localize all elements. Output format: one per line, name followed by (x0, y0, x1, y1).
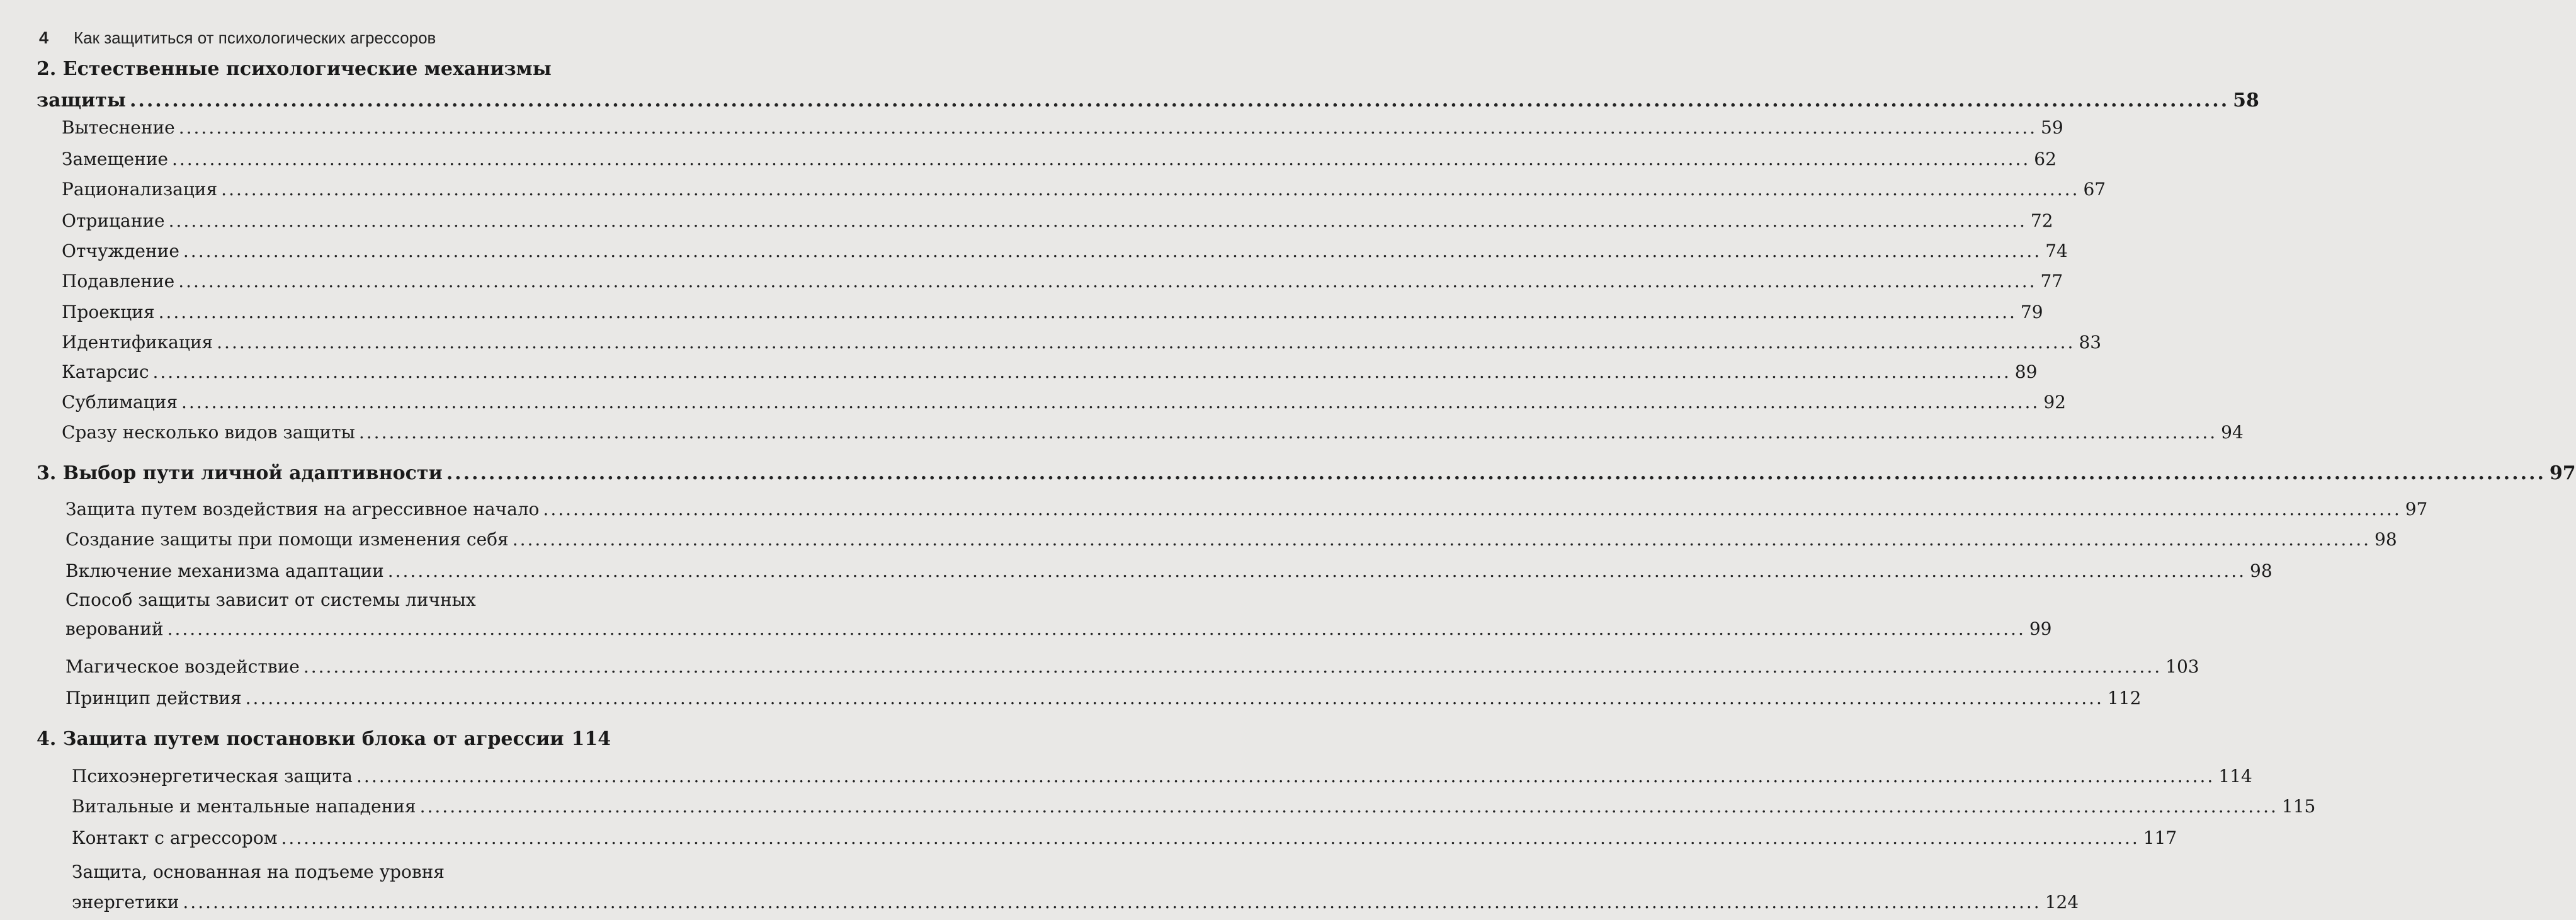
toc-page-number: 97 (2405, 499, 2428, 520)
toc-page-number: 98 (2250, 560, 2272, 581)
toc-entry-title: Витальные и ментальные нападения (72, 796, 416, 817)
dot-leader (543, 499, 2401, 520)
dot-leader (181, 392, 2040, 412)
toc-entry-title: Катарсис (62, 361, 149, 382)
toc-page-number: 114 (571, 728, 611, 750)
toc-page-number: 97 (2549, 462, 2576, 484)
dot-leader (304, 656, 2162, 677)
toc-page-number: 67 (2083, 179, 2106, 200)
toc-page-number: 124 (2045, 892, 2079, 912)
toc-page-number: 62 (2034, 149, 2057, 169)
dot-leader (183, 892, 2041, 912)
toc-entry-title: Замещение (62, 149, 168, 169)
running-header (39, 25, 436, 50)
dot-leader (446, 462, 2546, 484)
dot-leader (179, 117, 2037, 138)
toc-page-number: 74 (2045, 241, 2068, 261)
toc-entry-title: Психоэнергетическая защита (72, 766, 353, 787)
toc-page-number: 115 (2281, 796, 2316, 817)
toc-entry-title: Принцип действия (65, 688, 242, 708)
dot-leader (217, 332, 2075, 353)
dot-leader (420, 796, 2278, 817)
dot-leader (221, 179, 2079, 200)
dot-leader (167, 618, 2026, 639)
dot-leader (172, 149, 2030, 169)
dot-leader (169, 210, 2027, 231)
toc-entry-title: Рационализация (62, 179, 218, 200)
toc-entry-title: Подавление (62, 271, 175, 292)
dot-leader (183, 241, 2041, 261)
dot-leader (281, 827, 2139, 848)
toc-entry-title: Проекция (62, 302, 155, 322)
toc-entry-title: Магическое воздействие (65, 656, 300, 677)
dot-leader (359, 422, 2217, 443)
running-title: Как защититься от психологических агрессоров (74, 28, 436, 47)
dot-leader (388, 560, 2246, 581)
dot-leader (246, 688, 2104, 708)
page-number: 4 (39, 28, 49, 47)
toc-page-number: 94 (2221, 422, 2244, 443)
toc-entry-title: Создание защиты при помощи изменения себя (65, 529, 509, 550)
toc-entry-title: Защита, основанная на подъеме уровня (72, 861, 445, 882)
toc-entry-title: верований (65, 618, 164, 639)
toc-entry-title: Сразу несколько видов защиты (62, 422, 355, 443)
toc-page-number: 103 (2165, 656, 2199, 677)
dot-leader (130, 89, 2229, 111)
dot-leader (356, 766, 2215, 787)
dot-leader (153, 361, 2011, 382)
toc-page-number: 83 (2079, 332, 2102, 353)
toc-page-number: 98 (2375, 529, 2397, 550)
toc-entry-title: Включение механизма адаптации (65, 560, 384, 581)
toc-entry-title: Защита путем воздействия на агрессивное начало (65, 499, 540, 520)
toc-page-number: 89 (2014, 361, 2038, 382)
toc-page-number: 114 (2218, 766, 2252, 787)
toc-page-number: 99 (2029, 618, 2052, 639)
dot-leader (513, 529, 2371, 550)
toc-page-number: 72 (2030, 210, 2053, 231)
toc-entry-title: Идентификация (62, 332, 213, 353)
toc-page-number: 59 (2041, 117, 2063, 138)
toc-page-number: 112 (2107, 688, 2142, 708)
toc-entry-title: Способ защиты зависит от системы личных (65, 589, 476, 610)
toc-entry-title: Отрицание (62, 210, 165, 231)
toc-entry-title: 3. Выбор пути личной адаптивности (37, 462, 443, 484)
toc-entry-title: Сублимация (62, 392, 178, 412)
toc-page-number: 58 (2233, 89, 2259, 111)
toc-entry-title: энергетики (72, 892, 179, 912)
toc-page-number: 79 (2020, 302, 2043, 322)
toc-entry-title: Контакт с агрессором (72, 827, 278, 848)
toc-entry-title: Отчуждение (62, 241, 179, 261)
toc-entry-title: 2. Естественные психологические механизмы (37, 58, 552, 80)
dot-leader (178, 271, 2036, 292)
toc-page-number: 117 (2143, 827, 2177, 848)
dot-leader (159, 302, 2017, 322)
toc-entry-title: 4. Защита путем постановки блока от агрессии (37, 728, 564, 750)
toc-entry-title: защиты (37, 89, 126, 111)
toc-entry-title: Вытеснение (62, 117, 175, 138)
toc-page-number: 92 (2043, 392, 2066, 412)
toc-page-number: 77 (2040, 271, 2063, 292)
